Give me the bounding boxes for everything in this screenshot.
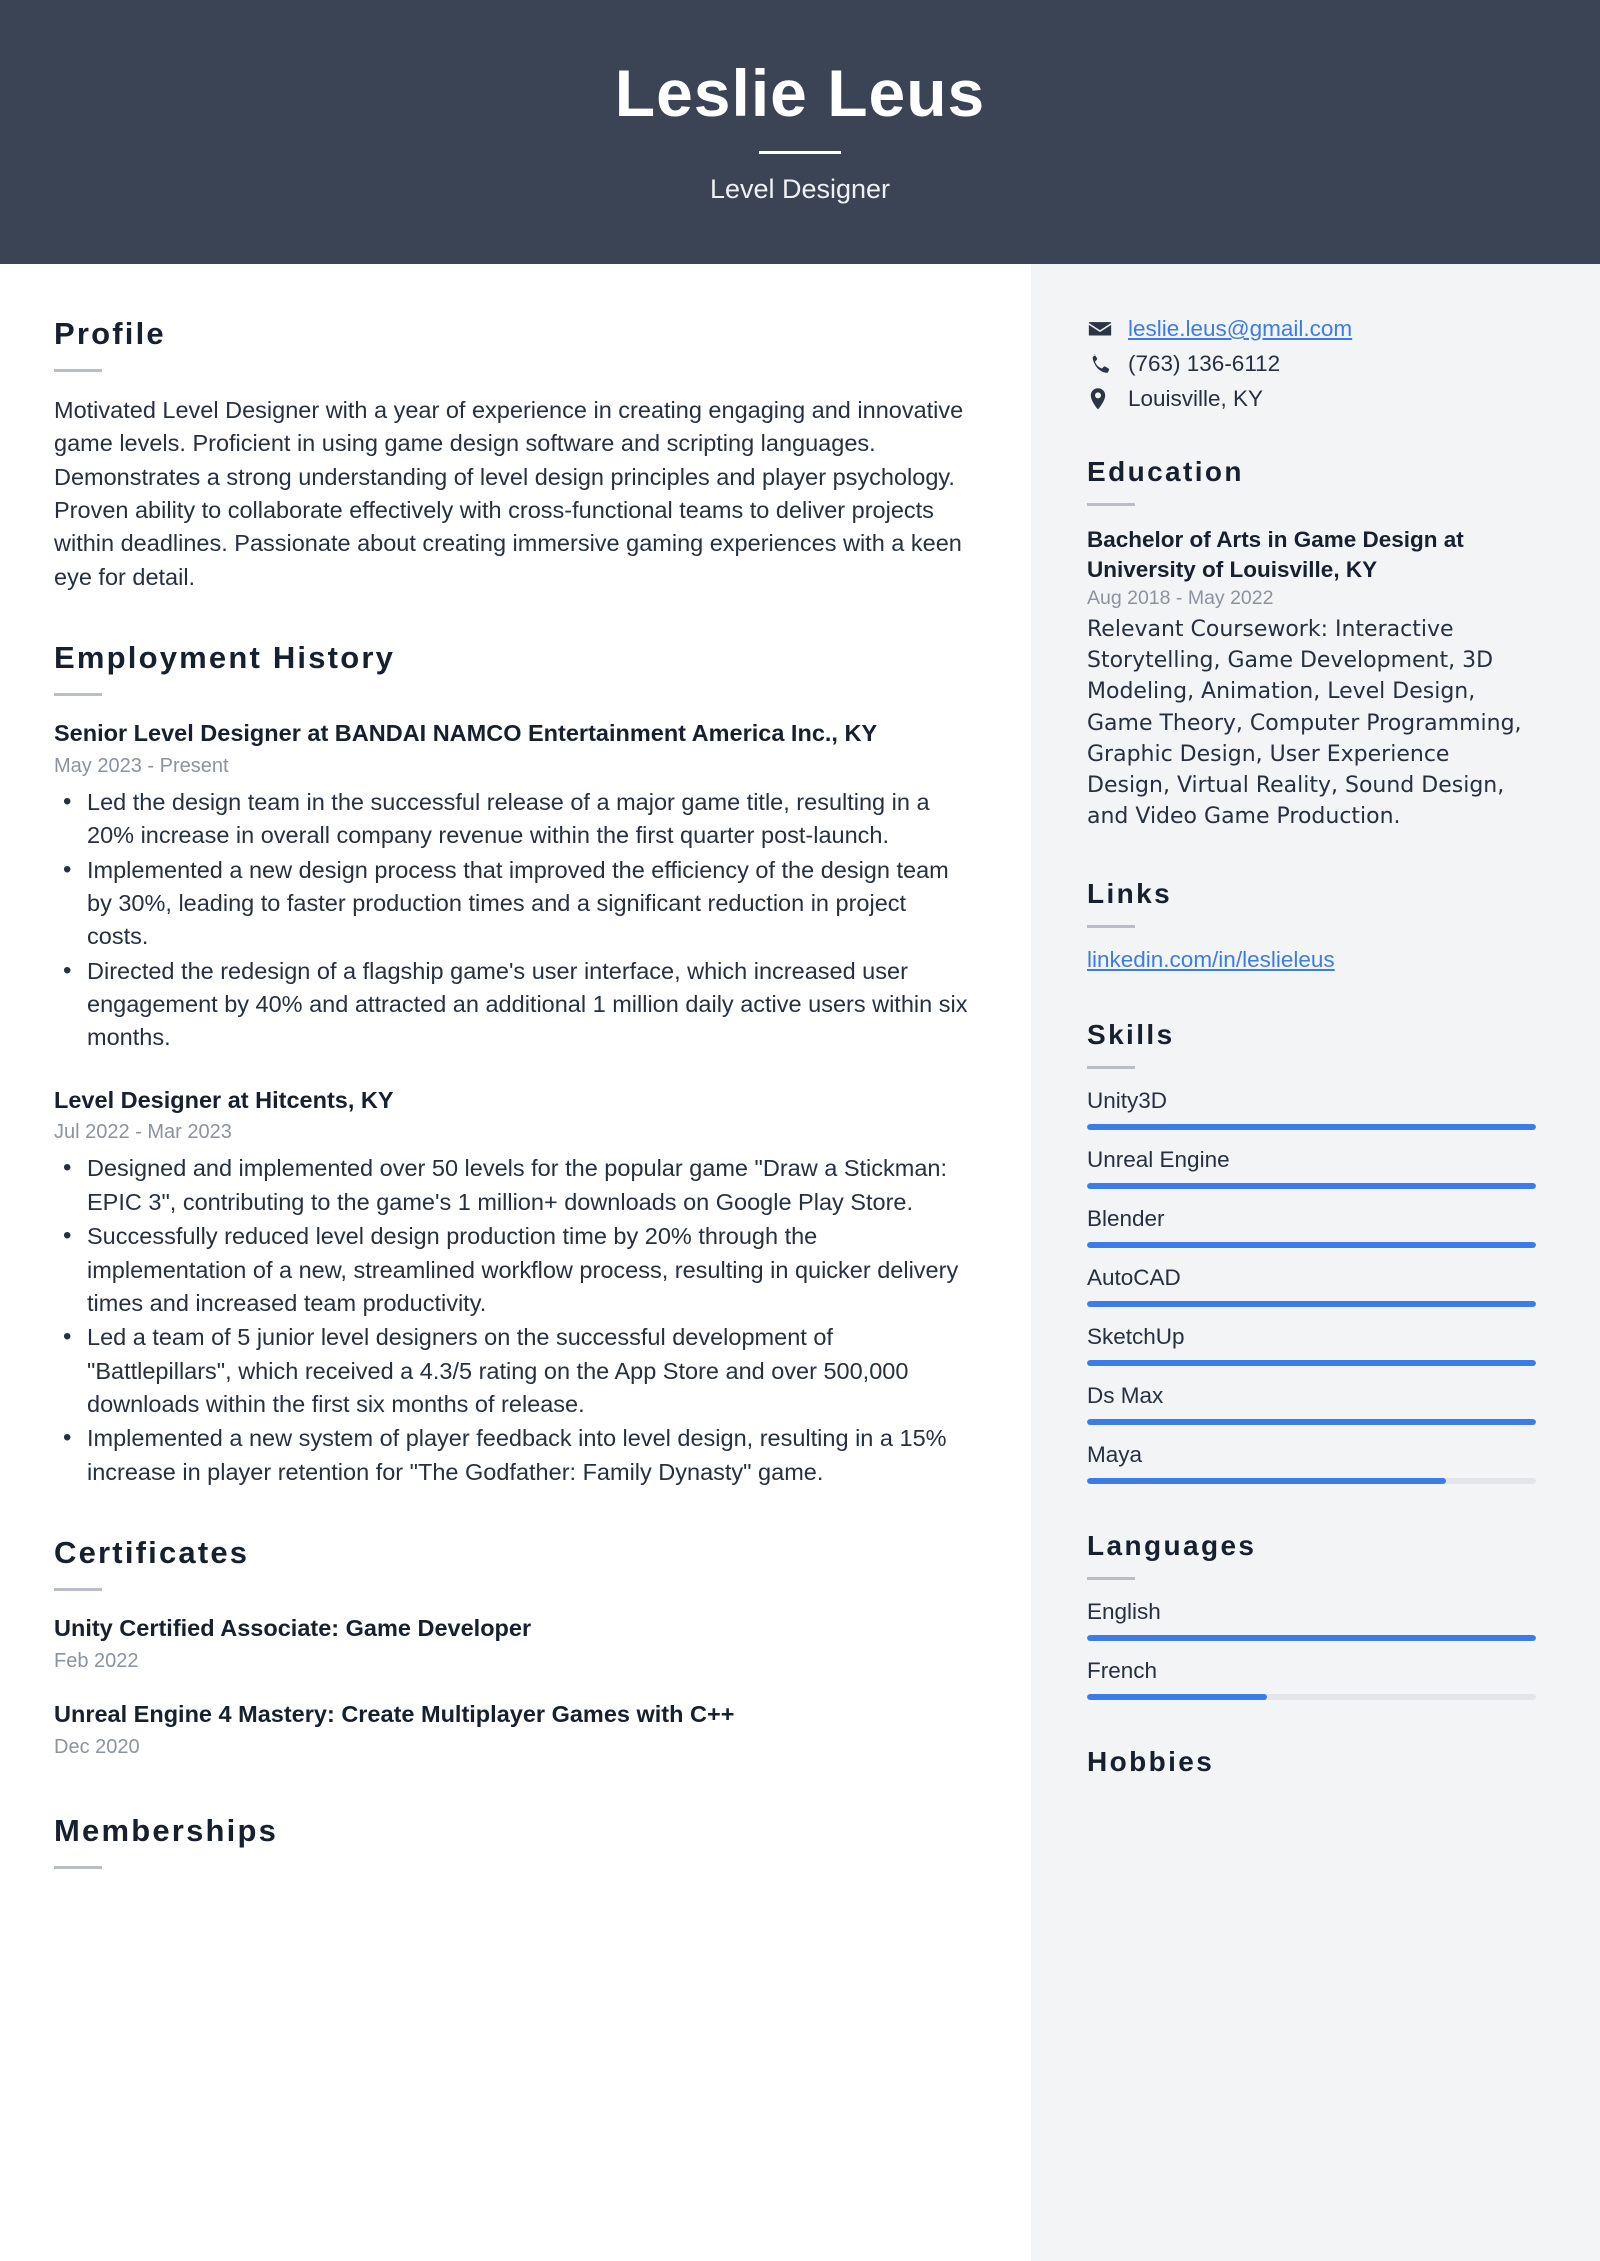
employment-heading: Employment History <box>54 640 396 676</box>
skill-label: Blender <box>1087 1206 1165 1232</box>
employment-entry <box>54 1085 971 1489</box>
candidate-name: Leslie Leus <box>614 56 986 131</box>
contact-phone-row <box>1087 351 1536 377</box>
skill-bar-track <box>1087 1301 1536 1307</box>
language-label: French <box>1087 1658 1158 1684</box>
location-pin-icon <box>1087 387 1117 411</box>
memberships-heading-rule <box>54 1866 102 1869</box>
certificate-entry <box>54 1699 971 1761</box>
profile-heading-rule <box>54 369 102 372</box>
skill-label: Unity3D <box>1087 1088 1168 1114</box>
skill-bar-track <box>1087 1419 1536 1425</box>
phone-icon <box>1087 352 1117 376</box>
skill-item <box>1087 1324 1536 1366</box>
skill-bar-track <box>1087 1242 1536 1248</box>
job-title: Level Designer at Hitcents, KY <box>54 1086 394 1113</box>
job-bullet: • Implemented a new design process that improved the efficiency of the design team by 30%, leading to faster production times and a significant reduction in project costs. <box>54 854 971 954</box>
job-bullets <box>54 1152 971 1489</box>
language-bar-track <box>1087 1635 1536 1641</box>
employment-entry <box>54 718 971 1055</box>
contact-email-row <box>1087 316 1536 342</box>
main-column <box>0 264 1031 2261</box>
skill-item <box>1087 1088 1536 1130</box>
skill-bar-track <box>1087 1360 1536 1366</box>
certificate-title: Unity Certified Associate: Game Developer <box>54 1615 532 1642</box>
linkedin-link[interactable]: linkedin.com/in/leslieleus <box>1087 947 1335 973</box>
skill-bar-fill <box>1087 1360 1536 1366</box>
sidebar-column <box>1031 264 1600 2261</box>
skill-label: AutoCAD <box>1087 1265 1181 1291</box>
section-links <box>1087 878 1536 973</box>
skill-bar-fill <box>1087 1242 1536 1248</box>
language-bar-fill <box>1087 1635 1536 1641</box>
skill-label: Unreal Engine <box>1087 1147 1230 1173</box>
certificate-title: Unreal Engine 4 Mastery: Create Multiplayer Games with C++ <box>54 1700 735 1727</box>
candidate-title: Level Designer <box>709 173 891 204</box>
job-bullets <box>54 786 971 1055</box>
certificates-heading-rule <box>54 1588 102 1591</box>
contact-location-row <box>1087 386 1536 412</box>
skill-bar-fill <box>1087 1478 1446 1484</box>
language-label: English <box>1087 1599 1161 1625</box>
job-bullet: • Led a team of 5 junior level designers on the successful development of "Battlepillars", which received a 4.3/5 rating on the App Store and over 500,000 downloads within the first six months of release. <box>54 1321 971 1421</box>
certificate-entry <box>54 1613 971 1675</box>
education-entry <box>1087 525 1536 832</box>
contact-location-value: Louisville, KY <box>1128 386 1264 411</box>
skill-bar-fill <box>1087 1124 1536 1130</box>
hobbies-heading: Hobbies <box>1087 1746 1215 1778</box>
header-divider <box>759 151 841 154</box>
education-heading: Education <box>1087 456 1244 487</box>
skill-bar-track <box>1087 1124 1536 1130</box>
skill-bar-fill <box>1087 1419 1536 1425</box>
section-certificates <box>54 1535 971 1760</box>
section-hobbies <box>1087 1746 1536 1778</box>
certificates-heading: Certificates <box>54 1535 250 1571</box>
skill-item <box>1087 1383 1536 1425</box>
skill-label: Ds Max <box>1087 1383 1164 1409</box>
links-heading-rule <box>1087 925 1135 928</box>
degree-date: Aug 2018 - May 2022 <box>1087 586 1274 609</box>
skill-bar-track <box>1087 1478 1536 1484</box>
language-item <box>1087 1599 1536 1641</box>
links-heading: Links <box>1087 878 1173 910</box>
skills-heading: Skills <box>1087 1019 1175 1051</box>
section-skills <box>1087 1019 1536 1484</box>
skill-label: Maya <box>1087 1442 1143 1468</box>
language-bar-fill <box>1087 1694 1267 1700</box>
job-date: May 2023 - Present <box>54 754 229 777</box>
language-bar-track <box>1087 1694 1536 1700</box>
envelope-icon <box>1087 316 1117 342</box>
skill-bar-fill <box>1087 1183 1536 1189</box>
resume-header <box>0 0 1600 264</box>
section-profile <box>54 316 971 594</box>
section-memberships <box>54 1813 971 1869</box>
contact-block <box>1087 316 1536 412</box>
job-title: Senior Level Designer at BANDAI NAMCO Entertainment America Inc., KY <box>54 720 878 747</box>
education-heading-rule <box>1087 503 1135 506</box>
job-bullet: • Designed and implemented over 50 levels for the popular game "Draw a Stickman: EPIC 3", contributing to the game's 1 million+ downloads on Google Play Store. <box>54 1152 971 1219</box>
language-item <box>1087 1658 1536 1700</box>
skills-heading-rule <box>1087 1066 1135 1069</box>
section-employment-history <box>54 640 971 1489</box>
contact-phone-value: (763) 136-6112 <box>1128 351 1281 376</box>
job-bullet: • Led the design team in the successful release of a major game title, resulting in a 20% increase in overall company revenue within the first quarter post-launch. <box>54 786 971 853</box>
employment-heading-rule <box>54 693 102 696</box>
job-date: Jul 2022 - Mar 2023 <box>54 1121 232 1144</box>
skill-bar-fill <box>1087 1301 1536 1307</box>
memberships-heading: Memberships <box>54 1812 279 1848</box>
degree-coursework: Relevant Coursework: Interactive Storytelling, Game Development, 3D Modeling, Animation, Level Design, Game Theory, Computer Programming, Graphic Design, User Experience Design, Virtual Reality, Sound Design, and Video Game Production. <box>1087 616 1522 830</box>
certificate-date: Feb 2022 <box>54 1649 139 1672</box>
languages-heading-rule <box>1087 1577 1135 1580</box>
profile-text: Motivated Level Designer with a year of experience in creating engaging and innovative game levels. Proficient in using game design software and scripting languages. Demonstrates a strong understanding of level design principles and player psychology. Proven ability to collaborate effectively with cross-functional teams to deliver projects within deadlines. Passionate about creating immersive gaming experiences with a keen eye for detail. <box>54 397 964 590</box>
skill-item <box>1087 1265 1536 1307</box>
resume-body <box>0 264 1600 2261</box>
job-bullet: • Implemented a new system of player feedback into level design, resulting in a 15% increase in player retention for "The Godfather: Family Dynasty" game. <box>54 1422 971 1489</box>
skill-item <box>1087 1442 1536 1484</box>
skill-item <box>1087 1206 1536 1248</box>
contact-email-link[interactable]: leslie.leus@gmail.com <box>1128 316 1353 341</box>
section-education <box>1087 456 1536 832</box>
languages-heading: Languages <box>1087 1530 1257 1562</box>
degree-title: Bachelor of Arts in Game Design at University of Louisville, KY <box>1087 527 1464 582</box>
skill-bar-track <box>1087 1183 1536 1189</box>
skill-label: SketchUp <box>1087 1324 1185 1350</box>
job-bullet: • Successfully reduced level design production time by 20% through the implementation of a new, streamlined workflow process, resulting in quicker delivery times and increased team productivity. <box>54 1220 971 1320</box>
profile-heading: Profile <box>54 316 166 351</box>
certificate-date: Dec 2020 <box>54 1735 140 1758</box>
skill-item <box>1087 1147 1536 1189</box>
section-languages <box>1087 1530 1536 1700</box>
job-bullet: • Directed the redesign of a flagship game's user interface, which increased user engagement by 40% and attracted an additional 1 million daily active users within six months. <box>54 955 971 1055</box>
